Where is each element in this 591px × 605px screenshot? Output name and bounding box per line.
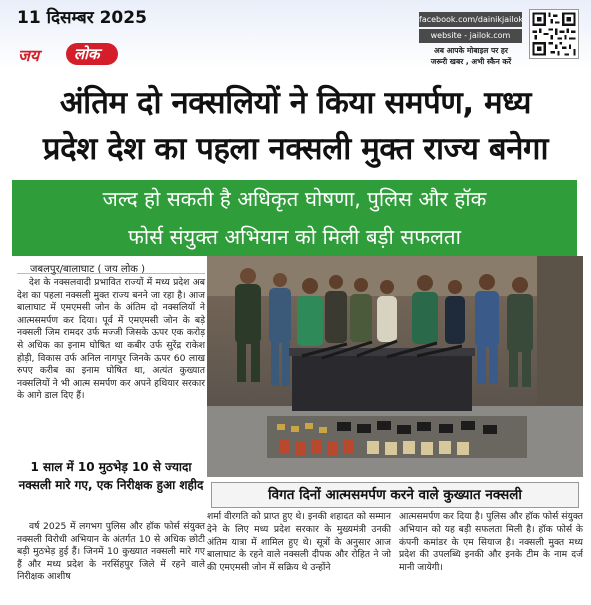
article-subheading: 1 साल में 10 मुठभेड़ 10 से ज्यादा नक्सली मारे गए, एक निरीक्षक हुआ शहीद [18, 460, 204, 492]
logo-lok-text: लोक [74, 45, 100, 63]
photo-caption: विगत दिनों आत्मसमर्पण करने वाले कुख्यात नक्सली [211, 482, 579, 508]
logo-jay: जय [18, 46, 40, 65]
surrender-photo [207, 256, 583, 477]
jai-lok-logo [18, 44, 122, 66]
scan-tagline-1: अब आपके मोबाइल पर हर [434, 46, 508, 55]
seized-items [267, 416, 527, 458]
article-paragraph-2: वर्ष 2025 में लगभग पुलिस और हॉक फोर्स संयुक्त नक्सली विरोधी अभियान के अंतर्गत 10 से अधिक छोटी बड़ी मुठभेड़ हुई हैं। जिनमें 10 कुख्यात नक्सली मारे गए हैं और मध्य प्रदेश के नरसिंहपुर जिले में रहने वाले निरीक्षक आशीष [17, 521, 205, 583]
weapons-table [289, 341, 475, 411]
subheadline-line-1: जल्द हो सकती है अधिकृत घोषणा, पुलिस और हॉक [102, 187, 487, 211]
logo-lok-badge [66, 43, 118, 65]
main-headline [8, 80, 583, 172]
headline-line-2: प्रदेश देश का पहला नक्सली मुक्त राज्य बनेगा [42, 131, 549, 167]
article-paragraph-1: देश के नक्सलवादी प्रभावित राज्यों में मध्य प्रदेश अब देश का पहला नक्सली मुक्त राज्य बनने जा रहा है। आज बालाघाट में एमएमसी जोन के अंतिम दो नक्सलियों ने आत्मसमर्पण कर दिया। पूर्व में एमएमसी जोन के बड़े नक्सली जिम रामदर उर्फ मज्जी जिसके ऊपर एक करोड़ से अधिक का इनाम घोषित था कबीर उर्फ सुरेंद्र राकेश होड़ी, विकास उर्फ अनिल नागपुर जिनके ऊपर 60 लाख रुपए करीब का इनाम घोषित था, अत्यंत कुख्यात नक्सलियों ने भी आत्म समर्पण कर अपने हथियार सरकार के आगे डाल दिए हैं। [17, 277, 205, 402]
headline-line-1: अंतिम दो नक्सलियों ने किया समर्पण, मध्य [59, 85, 532, 121]
article-column-2: शर्मा वीरगति को प्राप्त हुए थे। इनकी शहादत को सम्मान देने के लिए मध्य प्रदेश सरकार के मुख्यमंत्री उनकी अंतिम यात्रा में शामिल हुए थे। सूत्रों के अनुसार आज बालाघाट के रहने वाले नक्सली दीपक और रोहित ने जो की एमएमसी जोन में सक्रिय थे उन्होंने [207, 511, 391, 574]
issue-date: 11 दिसम्बर 2025 [17, 8, 147, 28]
facebook-link[interactable]: facebook.com/dainikjailok [419, 12, 522, 27]
masthead [0, 0, 591, 70]
scan-tagline-2: जरूरी खबर , अभी स्कैन करें [430, 57, 512, 66]
subheadline-line-2: फोर्स संयुक्त अभियान को मिली बड़ी सफलता [128, 225, 461, 249]
website-link[interactable]: website - jailok.com [419, 29, 522, 43]
article-column-3: आत्मसमर्पण कर दिया है। पुलिस और हॉक फोर्स संयुक्त अभियान को यह बड़ी सफलता मिली है। हॉक फोर्स के कंपनी कमांडर के एम सियाज है। नक्सली मुक्त मध्य प्रदेश की उपलब्धि इनकी और इनके टीम के नाम दर्ज मानी जायेगी। [399, 511, 583, 574]
qr-code-icon[interactable] [529, 9, 579, 59]
dateline: जबलपुर/बालाघाट ( जय लोक ) [30, 264, 146, 275]
subheadline-banner [12, 180, 577, 256]
